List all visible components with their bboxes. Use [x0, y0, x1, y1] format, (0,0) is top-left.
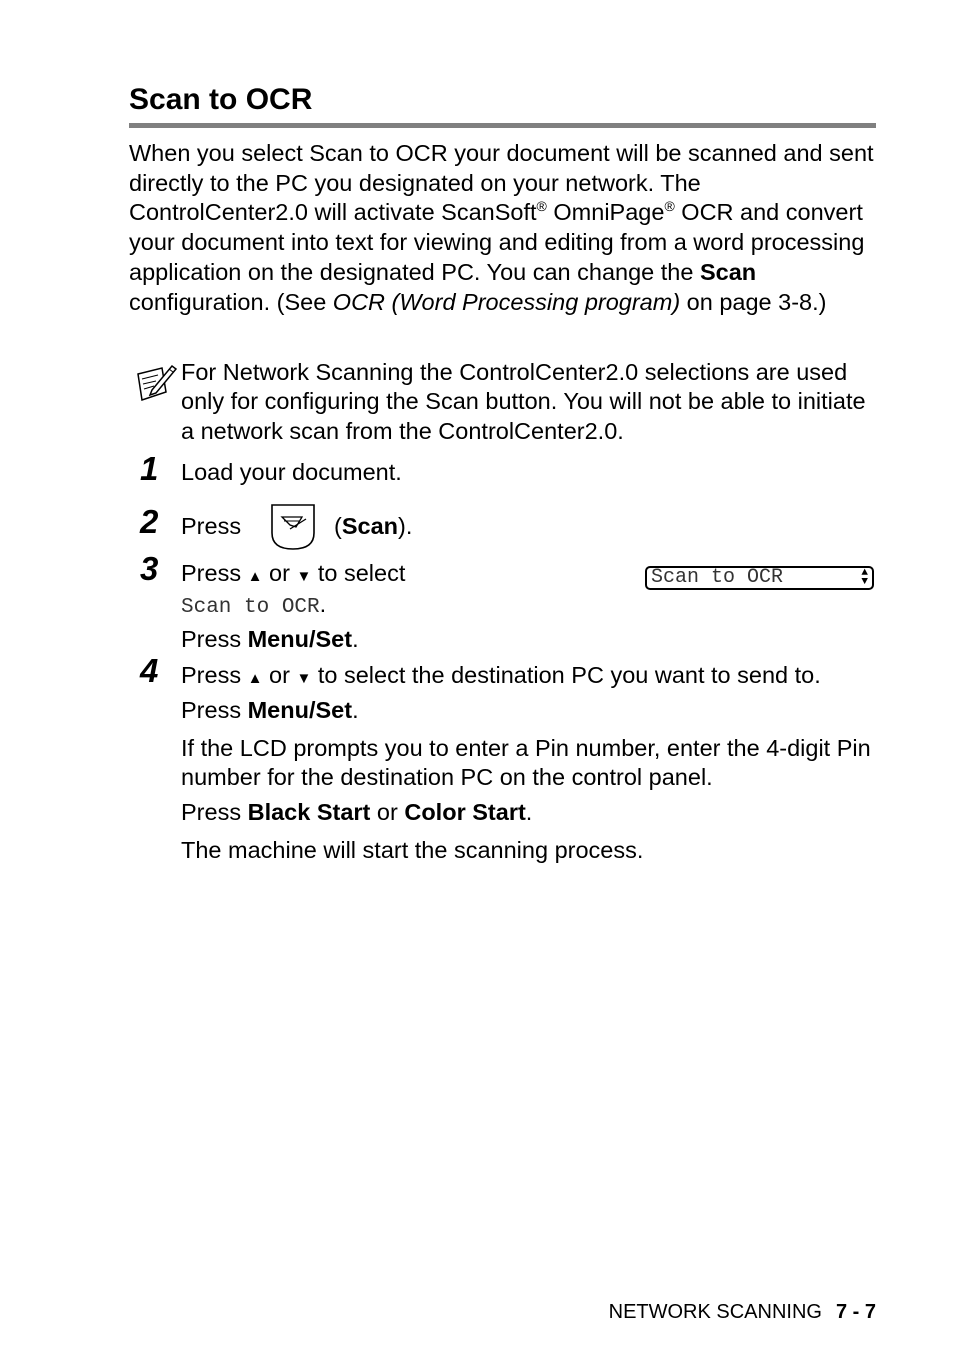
press-text: Press [181, 697, 248, 723]
select-destination-text: to select the destination PC you want to send to. [311, 662, 821, 688]
black-start-key: Black Start [247, 799, 371, 825]
intro-text-1: When you select Scan to OCR your document will be scanned and sent directly to the PC you designated on your network. The ControlCenter2.0 will activate ScanSoft [129, 140, 874, 226]
scan-button-label: Scan [341, 513, 398, 539]
or-text: or [262, 662, 297, 688]
scan-keyword: Scan [699, 258, 757, 285]
period: . [525, 799, 533, 825]
page-title: Scan to OCR [129, 83, 313, 116]
lcd-display [645, 566, 874, 590]
intro-text-3: OCR and convert your document into text for viewing and editing from a word processing application on the designated PC. You can change the [129, 199, 865, 285]
step-1-text: Load your document. [181, 459, 402, 485]
press-text: Press [181, 560, 242, 586]
period: . [319, 591, 327, 617]
menu-set-key: Menu/Set [247, 626, 353, 652]
press-text: Press [181, 799, 248, 825]
step-4-start-line [181, 798, 532, 826]
final-text: The machine will start the scanning process. [181, 837, 644, 863]
registered-mark: ® [536, 198, 547, 215]
up-arrow-icon: ▲ [247, 670, 263, 687]
intro-paragraph [129, 139, 879, 317]
paren-open: ( [334, 513, 342, 539]
or-text: or [370, 799, 405, 825]
registered-mark: ® [664, 198, 675, 215]
step-3-line-1 [181, 559, 405, 591]
step-3-line-2 [181, 590, 326, 622]
lcd-text: Scan to OCR [651, 566, 784, 589]
page-number: 7 - 7 [835, 1301, 876, 1323]
pin-instruction: If the LCD prompts you to enter a Pin number, enter the 4-digit Pin number for the destination PC on the control panel. [181, 735, 871, 790]
step-number-2: 2 [140, 503, 159, 540]
down-arrow-icon: ▼ [296, 568, 312, 585]
title-rule [129, 123, 876, 128]
step-3-line-3 [181, 625, 359, 653]
menu-option: Scan to OCR [181, 596, 320, 619]
period: . [352, 626, 359, 652]
step-2-press: Press [181, 513, 242, 539]
intro-text-2: OmniPage [546, 199, 665, 226]
select-text: to select [311, 560, 406, 586]
press-text: Press [181, 626, 248, 652]
step-4-line-2 [181, 696, 359, 724]
menu-set-key: Menu/Set [247, 697, 353, 723]
step-2-scan-label [334, 512, 412, 540]
note-pencil-icon [134, 362, 178, 406]
intro-text-5: on page 3-8.) [680, 288, 827, 315]
down-arrow-icon: ▼ [296, 670, 312, 687]
step-number-4: 4 [140, 652, 159, 689]
up-arrow-icon: ▲ [247, 568, 263, 585]
step-number-3: 3 [140, 550, 159, 587]
or-text: or [262, 560, 297, 586]
lcd-scroll-arrows-icon: ▲ ▼ [861, 567, 868, 588]
page-footer [609, 1300, 876, 1324]
paren-close: ). [398, 513, 413, 539]
intro-text-4: configuration. (See [129, 288, 333, 315]
period: . [352, 697, 359, 723]
scan-button-icon [270, 503, 316, 551]
color-start-key: Color Start [404, 799, 526, 825]
footer-section: NETWORK SCANNING [608, 1301, 822, 1323]
press-text: Press [181, 662, 242, 688]
note-text: For Network Scanning the ControlCenter2.0 selections are used only for configuring the Scan button. You will not be able to initiate a network scan from the ControlCenter2.0. [181, 359, 866, 444]
step-4-line-1 [181, 661, 821, 693]
step-number-1: 1 [140, 450, 159, 487]
cross-reference: OCR (Word Processing program) [332, 288, 681, 315]
